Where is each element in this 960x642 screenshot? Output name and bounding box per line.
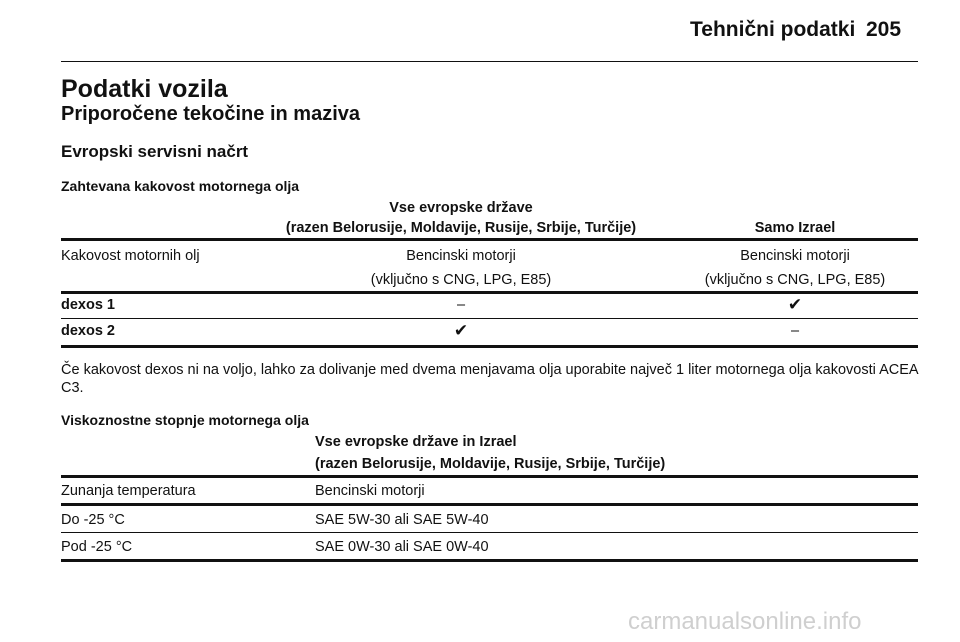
table-caption: Viskoznostne stopnje motornega olja [61, 412, 309, 428]
table-rule [61, 532, 918, 533]
sub-subsection-heading: Evropski servisni načrt [61, 142, 249, 161]
table-cell: (vključno s CNG, LPG, E85) [370, 272, 552, 288]
dash-mark: – [790, 323, 800, 339]
temperature-cell: Pod -25 °C [61, 539, 133, 555]
dash-mark: – [456, 297, 466, 313]
header-title: Tehnični podatki [690, 18, 856, 41]
watermark: carmanualsonline.info [628, 608, 862, 635]
note-paragraph: Če kakovost dexos ni na voljo, lahko za dolivanje med dvema menjavama olja uporabite največ 1 liter motornega olja kakovosti ACEA C3. [61, 362, 918, 396]
table-cell: Bencinski motorji [406, 248, 516, 264]
check-icon: ✔ [453, 321, 469, 340]
table-cell: (vključno s CNG, LPG, E85) [704, 272, 886, 288]
column-header: Vse evropske države in Izrael [315, 434, 517, 450]
table-rule [61, 559, 918, 562]
oil-grade-cell: SAE 5W-30 ali SAE 5W-40 [315, 512, 489, 528]
row-label: dexos 2 [61, 323, 115, 339]
column-header-note: (razen Belorusije, Moldavije, Rusije, Srbije, Turčije) [315, 456, 666, 472]
table-caption: Zahtevana kakovost motornega olja [61, 178, 300, 194]
row-label: Kakovost motornih olj [61, 248, 200, 264]
page-number: 205 [866, 18, 902, 41]
row-label: dexos 1 [61, 297, 115, 313]
table-cell: Bencinski motorji [740, 248, 850, 264]
table-rule [61, 291, 918, 294]
header-divider [61, 61, 918, 62]
check-icon: ✔ [787, 295, 803, 314]
table-rule [61, 345, 918, 348]
table-rule [61, 318, 918, 319]
column-header-note: (razen Belorusije, Moldavije, Rusije, Srbije, Turčije) [285, 220, 637, 236]
table-rule [61, 238, 918, 241]
column-header: Vse evropske države [389, 200, 533, 216]
oil-grade-cell: SAE 0W-30 ali SAE 0W-40 [315, 539, 489, 555]
table-rule [61, 503, 918, 506]
column-header: Zunanja temperatura [61, 483, 196, 499]
column-header: Samo Izrael [754, 220, 836, 236]
subsection-heading: Priporočene tekočine in maziva [61, 103, 360, 125]
table-rule [61, 475, 918, 478]
section-heading: Podatki vozila [61, 75, 228, 103]
temperature-cell: Do -25 °C [61, 512, 125, 528]
column-header: Bencinski motorji [315, 483, 425, 499]
